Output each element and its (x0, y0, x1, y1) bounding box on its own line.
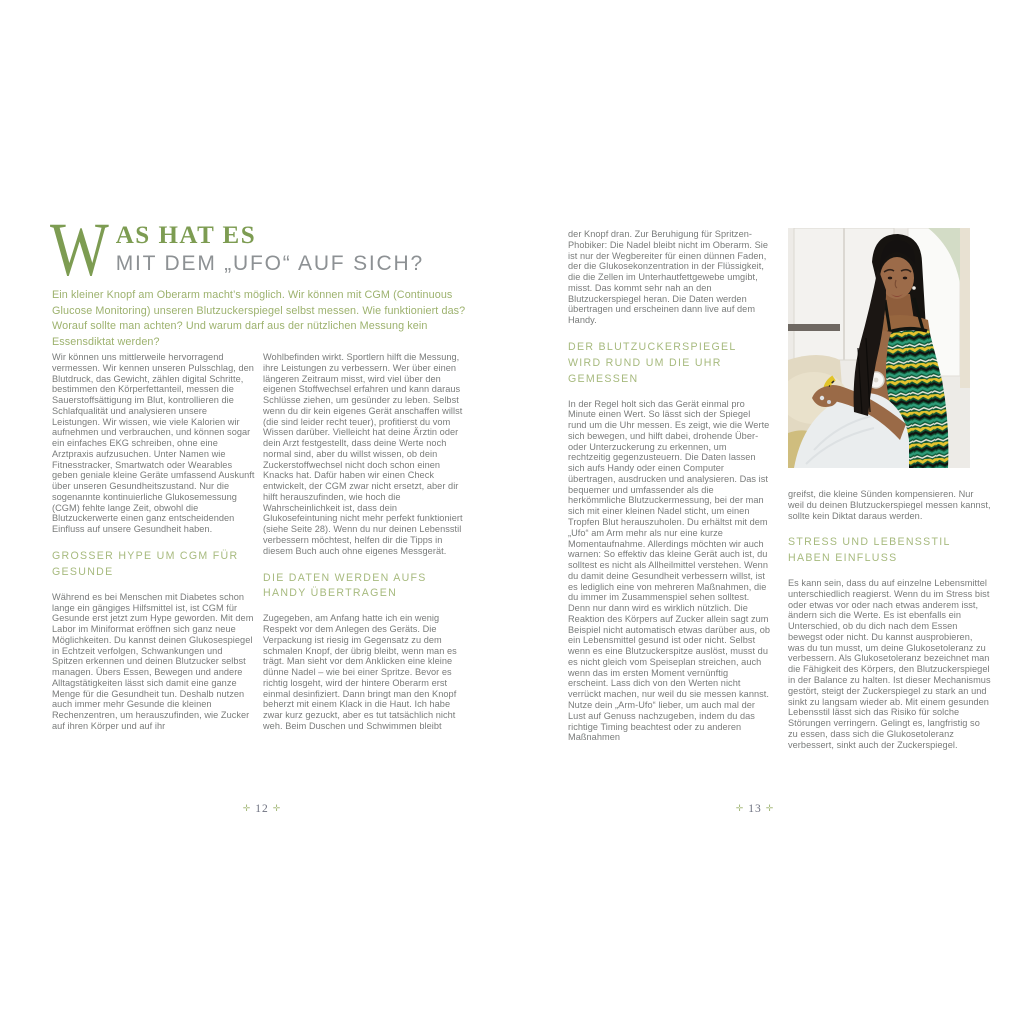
column-4 (788, 489, 991, 750)
body-paragraph: greifst, die kleine Sünden kompensieren. Nur weil du deinen Blutzuckerspiegel messen kannst, sollte kein Diktat daraus werden. (788, 489, 991, 521)
ornament-icon: ✛ (765, 803, 775, 813)
window-panel (794, 228, 894, 360)
body-paragraph: Wohlbefinden wirkt. Sportlern hilft die Messung, ihre Leistungen zu verbessern. Wer über einen längeren Zeitraum misst, wird viel über den eigenen Stoffwechsel erfahren und kann daraus Schlüsse ziehen, um gesünder zu leben. Selbst wenn du dir kein eigenes Gerät anschaffen willst (die sind leider recht teuer), profitierst du vom Wissen darüber. Vielleicht hat deine Ärztin oder dein Arzt festgestellt, dass deine Werte noch normal sind, aber du willst wissen, ob dein Zuckerstoffwechsel nicht doch schon einen Knacks hat. Dafür haben wir einen Check entwickelt, der CGM zwar nicht ersetzt, aber dir hilft herauszufinden, wie hoch die Wahrscheinlichkeit ist, dass dein Glukosefeintuning nicht mehr perfekt funktioniert (siehe Seite 28). Wenn du nur deinen Lebensstil verbessern möchtest, helfen dir die Tipps in diesem Buch auch ohne eigenes Messgerät. (263, 352, 463, 556)
body-paragraph: Wir können uns mittlerweile hervorragend vermessen. Wir kennen unseren Pulsschlag, den Blutdruck, das Gewicht, zählen digital Schritte, bestimmen den Körperfettanteil, messen die Sauerstoffsättigung im Blut, kontrollieren die Schlafqualität und analysieren unsere Leistungen. Wir wissen, wie viele Kalorien wir aufnehmen und verbrauchen, und können sogar ein einfaches EKG schreiben, ohne eine Arztpraxis aufzusuchen. Unter Namen wie Fitnesstracker, Smartwatch oder Wearables geben geniale kleine Geräte umfassend Auskunft über unseren Gesundheitszustand. Nur die sogenannte kontinuierliche Glukosemessung (CGM) fehlte lange Zeit, obwohl die Blutzuckerwerte einen ganz entscheidenden Einfluss auf unsere Gesundheit haben. (52, 352, 255, 535)
hair-back (872, 234, 928, 406)
ring (820, 396, 824, 400)
body-paragraph: Während es bei Menschen mit Diabetes schon lange ein gängiges Hilfsmittel ist, ist CGM für Gesunde erst jetzt zum Hype geworden. Mit dem Labor im Miniformat eröffnen sich ganz neue Möglichkeiten. Du kannst deinen Glukosespiegel in Echtzeit verfolgen, Schwankungen und Spitzen erkennen und deinen Blutzucker selbst managen. Übers Essen, Bewegen und andere Alltagstätigkeiten lässt sich damit eine ganze Menge für die Gesundheit tun. Deshalb nutzen auch immer mehr Gesunde die kleinen Rechenzentren, um herauszufinden, wie Zucker auf ihren Körper und auf ihr (52, 591, 254, 731)
body-paragraph: Es kann sein, dass du auf einzelne Lebensmittel unterschiedlich reagierst. Wenn du im Stress bist oder etwas vor oder nach etwas anderem isst, ändern sich die Werte. Es ist ebenfalls ein Unterschied, ob du dich nach dem Essen bewegst oder nicht. Du kannst ausprobieren, was du tun musst, um deine Glukosetoleranz zu verbessern. Als Glukosetoleranz bezeichnet man die Fähigkeit des Körpers, den Blutzuckerspiegel in der Balance zu halten. Ist dieser Mechanismus gestört, steigt der Zuckerspiegel zu stark an und sinkt zu langsam wieder ab. Mit einem gesunden Lebensstil lässt sich das Risiko für solche Störungen verringern. Gelingt es, langfristig so zu essen, dass sich die Glukosetoleranz verbessert, sinkt auch der Zuckerspiegel. (788, 578, 991, 750)
portrait-photo-illustration (788, 228, 970, 468)
portrait-photo (788, 228, 970, 468)
face (880, 257, 914, 299)
upper-arm (864, 330, 892, 412)
ornament-icon: ✛ (242, 803, 252, 813)
title-lines (116, 221, 424, 276)
page-number: 12 (255, 803, 269, 815)
photo-description (788, 468, 789, 469)
body-paragraph: Zugegeben, am Anfang hatte ich ein wenig Respekt vor dem Anlegen des Geräts. Die Verpackung ist riesig im Gegensatz zu dem schmalen Knopf, der übrig bleibt, wenn man es trägt. Man sieht vor dem Anklicken eine kleine dünne Nadel – wie bei einer Spritze. Bevor es richtig losgeht, wird der hintere Oberarm erst einmal desinfiziert. Dann bringt man den Knopf beherzt mit einem Klack in die Haut. Ich habe zwar kurz gezuckt, aber es tut tatsächlich nicht weh. Beim Duschen und Schwimmen bleibt (263, 613, 457, 731)
intro-paragraph: Ein kleiner Knopf am Oberarm macht’s möglich. Wir können mit CGM (Continuous Glucose Monitoring) unseren Blutzuckerspiegel selbst messen. Wie funktioniert das? Worauf sollte man achten? Und warum darf aus der nützlichen Messung kein Essensdiktat werden? (52, 289, 466, 348)
foliage-glimpse (928, 228, 960, 283)
braids (854, 268, 886, 416)
column-1 (52, 352, 255, 732)
gold-pillow (788, 430, 822, 468)
photo-wall (788, 228, 970, 468)
page-number-right (530, 803, 980, 815)
chapter-title (50, 208, 424, 292)
ornament-icon: ✛ (272, 803, 282, 813)
cgm-sensor-icon (868, 372, 884, 388)
ring (827, 400, 831, 404)
hand (812, 386, 838, 407)
title-line-2: MIT DEM „UFO“ AUF SICH? (115, 252, 424, 275)
earring (912, 286, 916, 290)
column-3 (568, 229, 771, 743)
section-heading-blutzucker: DER BLUTZUCKERSPIEGEL WIRD RUND UM DIE UHR GEMESSEN (568, 340, 737, 385)
page-number: 13 (748, 803, 762, 815)
white-jeans (794, 393, 909, 468)
yellow-bracelet (826, 378, 834, 402)
section-heading-stress: STRESS UND LEBENSSTIL HABEN EINFLUSS (788, 536, 951, 565)
forearm (826, 385, 906, 440)
zigzag-top (875, 328, 949, 468)
window-rail (788, 324, 840, 331)
window-bright (908, 228, 960, 376)
body-paragraph: In der Regel holt sich das Gerät einmal pro Minute einen Wert. So lässt sich der Spiegel rund um die Uhr messen. Es zeigt, wie die Werte sich bewegen, und hilft dabei, drohende Über- oder Unterzuckerung zu erkennen, um rechtzeitig gegenzusteuern. Die Daten lassen sich aufs Handy oder einen Computer übertragen, ausdrucken und analysieren. Das ist bequemer und umfassender als die herkömmliche Blutzuckermessung, bei der man sich mit einer kleinen Nadel sticht, um einen Tropfen Blut herauszuholen. Du erhältst mit dem „Ufo“ am Arm mehr als nur eine kurze Momentaufnahme. Allerdings möchten wir auch warnen: So effektiv das kleine Gerät auch ist, du solltest es nicht als Allheilmittel verstehen. Wenn du damit deine Gesundheit verbessern willst, ist es lediglich eine von mehreren Maßnahmen, die du immer im Zusammenspiel sehen solltest. Denn nur dann wird es wirklich nützlich. Die Reaktion des Körpers auf Zucker allein sagt zum Beispiel nicht automatisch etwas darüber aus, ob ein Lebensmittel gesund ist oder nicht. Selbst wenn es eine Blutzuckerspitze auslöst, musst du es nicht gleich vom Speiseplan streichen, auch wenn das im ersten Moment vernünftig erscheint. Lass dich von den Werten nicht verrückt machen, nur weil du sie messen kannst. Nutze dein „Arm-Ufo“ lieber, um auch mal der Lust auf Genuss nachzugeben, indem du das richtige Timing beachtest oder zu anderen Maßnahmen (568, 398, 771, 743)
body-paragraph: der Knopf dran. Zur Beruhigung für Spritzen-Phobiker: Die Nadel bleibt nicht im Oberarm. Sie ist nur der Wegbereiter für einen dünnen Faden, der die Glukosekonzentration in der Flüssigkeit, die die Zellen im Unterhautfettgewebe umgibt, misst. Das kommt sehr nah an den Blutzuckerspiegel heran. Die Daten werden übertragen und erscheinen dann live auf dem Handy. (568, 229, 769, 326)
title-line-1: AS HAT ES (115, 222, 257, 249)
hair-front (880, 240, 915, 270)
ornament-icon: ✛ (735, 803, 745, 813)
section-heading-daten: DIE DATEN WERDEN AUFS HANDY ÜBERTRAGEN (263, 571, 427, 600)
section-heading-hype: GROSSER HYPE UM CGM FÜR GESUNDE (52, 550, 239, 578)
pillow (788, 372, 848, 424)
column-2 (263, 352, 466, 732)
page-number-left (52, 803, 472, 815)
couch (788, 355, 848, 468)
dropcap-letter: W (50, 208, 108, 292)
curtain-strip (960, 228, 970, 388)
